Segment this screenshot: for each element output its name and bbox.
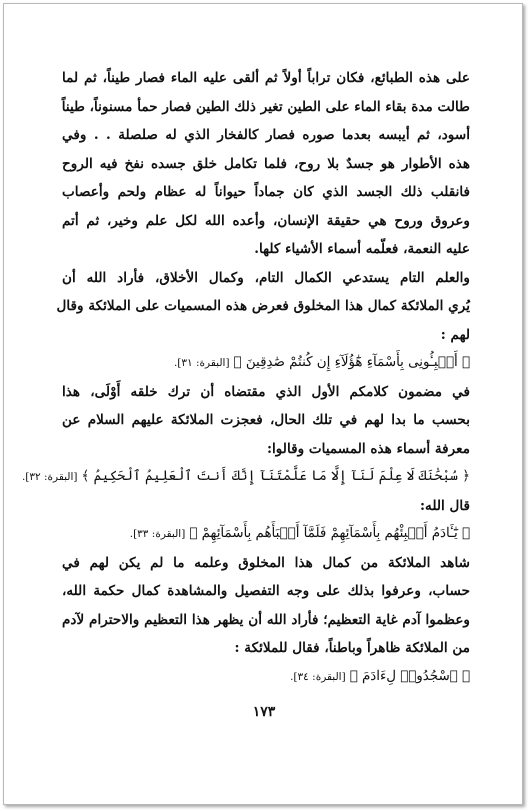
line-text: لهم : (440, 326, 470, 343)
verse-reference: [البقرة: ٣٣]. (129, 528, 186, 540)
line-text: وعظموا آدم غاية التعظيم؛ فأراد الله أن يظهر هذا التعظيم والاحترام لآدم (62, 611, 470, 628)
line-text: يُري الملائكة كمال هذا المخلوق فعرض هذه المسميات على الملائكة وقال (56, 298, 470, 314)
text-line (62, 549, 470, 578)
page-number: ١٧٣ (252, 704, 276, 720)
text-line (62, 150, 470, 179)
text-line (62, 321, 470, 350)
text-line (56, 292, 470, 321)
line-text: عليه النعمة، فعلّمه أسماء الأشياء كلها. (254, 241, 470, 257)
line-text: في مضمون كلامكم الأول الذي مقتضاه أن ترك خلقه أَوْلَى، هذا (62, 383, 470, 400)
text-line (62, 634, 470, 663)
text-line (62, 406, 470, 435)
text-line (62, 264, 470, 293)
line-text: معرفة أسماء هذه المسميات وقالوا: (266, 440, 470, 457)
quran-verse-line (62, 520, 470, 549)
line-text: من الملائكة ظاهراً وباطناً، فقال للملائكة : (234, 640, 470, 656)
quran-verse-line (21, 463, 470, 492)
line-text: طالت مدة بقاء الماء على الطين تغير ذلك الطين فصار حمأ مسنوناً، طيناً (61, 98, 470, 115)
text-line (62, 606, 470, 635)
text-line (62, 64, 470, 93)
text-line (62, 121, 470, 150)
line-text: بحسب ما بدا لهم في تلك الحال، فعجزت الملائكة عليهم السلام عن (62, 412, 470, 428)
line-text: أسود، ثم أيبسه بعدما صوره فصار كالفخار الذي له صلصلة . . وفي (62, 127, 470, 143)
text-line (62, 577, 470, 606)
verse-reference: [البقرة: ٣٤]. (290, 670, 346, 683)
quran-verse-line (62, 349, 470, 378)
text-line (62, 207, 470, 236)
text-line (62, 435, 470, 464)
line-text: حساب، وعرفوا بذلك على وجه التفصيل والمشاهدة كمال حكمة الله، (62, 583, 470, 599)
line-text: شاهد الملائكة من كمال هذا المخلوق وعلمه ما لم يكن لهم في (62, 554, 470, 571)
verse-reference: [البقرة: ٣٢]. (21, 471, 78, 483)
line-text: فانقلب ذلك الجسد الذي كان جماداً حيواناً له عظام ولحم وأعصاب (62, 184, 470, 200)
page-body (21, 64, 470, 691)
line-text: والعلم التام يستدعي الكمال التام، وكمال الأخلاق، فأراد الله أن (62, 269, 470, 286)
line-text: قال الله: (420, 497, 470, 514)
book-page (3, 3, 523, 805)
text-line (62, 492, 470, 521)
line-text: ﴿ ٱسْجُدُوا۟ لِءَادَمَ ﴾ (349, 668, 470, 684)
text-line (62, 178, 470, 207)
line-text: ﴿ أَنۢبِـُٔونِى بِأَسْمَآءِ هَٰٓؤُلَآءِ إِن كُنتُمْ صَٰدِقِينَ ﴾ (233, 355, 470, 370)
line-text: ﴿ سُبْحَٰنَكَ لَا عِلْمَ لَنَآ إِلَّا مَا عَلَّمْتَنَآ إِنَّكَ أَنتَ ٱلْعَلِيمُ ٱلْحَكِيمُ ﴾ (81, 469, 470, 484)
verse-reference: [البقرة: ٣١]. (173, 357, 230, 369)
text-line (62, 93, 470, 122)
text-line (62, 235, 470, 264)
line-text: هذه الأطوار هو جسدٌ بلا روح، فلما تكامل خلق جسده نفخ فيه الروح (62, 155, 470, 172)
line-text: ﴿ يَٰٓـَٔادَمُ أَنۢبِئْهُم بِأَسْمَآئِهِمْ فَلَمَّآ أَنۢبَأَهُم بِأَسْمَآئِهِمْ ﴾ (189, 526, 470, 541)
line-text: على هذه الطبائع، فكان تراباً أولاً ثم ألقى عليه الماء فصار طيناً، ثم لما (62, 70, 470, 86)
text-line (62, 378, 470, 407)
quran-verse-line (62, 663, 470, 692)
line-text: وعروق وروح هي حقيقة الإنسان، وأعده الله لكل علم وخير، ثم أتم (62, 212, 470, 229)
